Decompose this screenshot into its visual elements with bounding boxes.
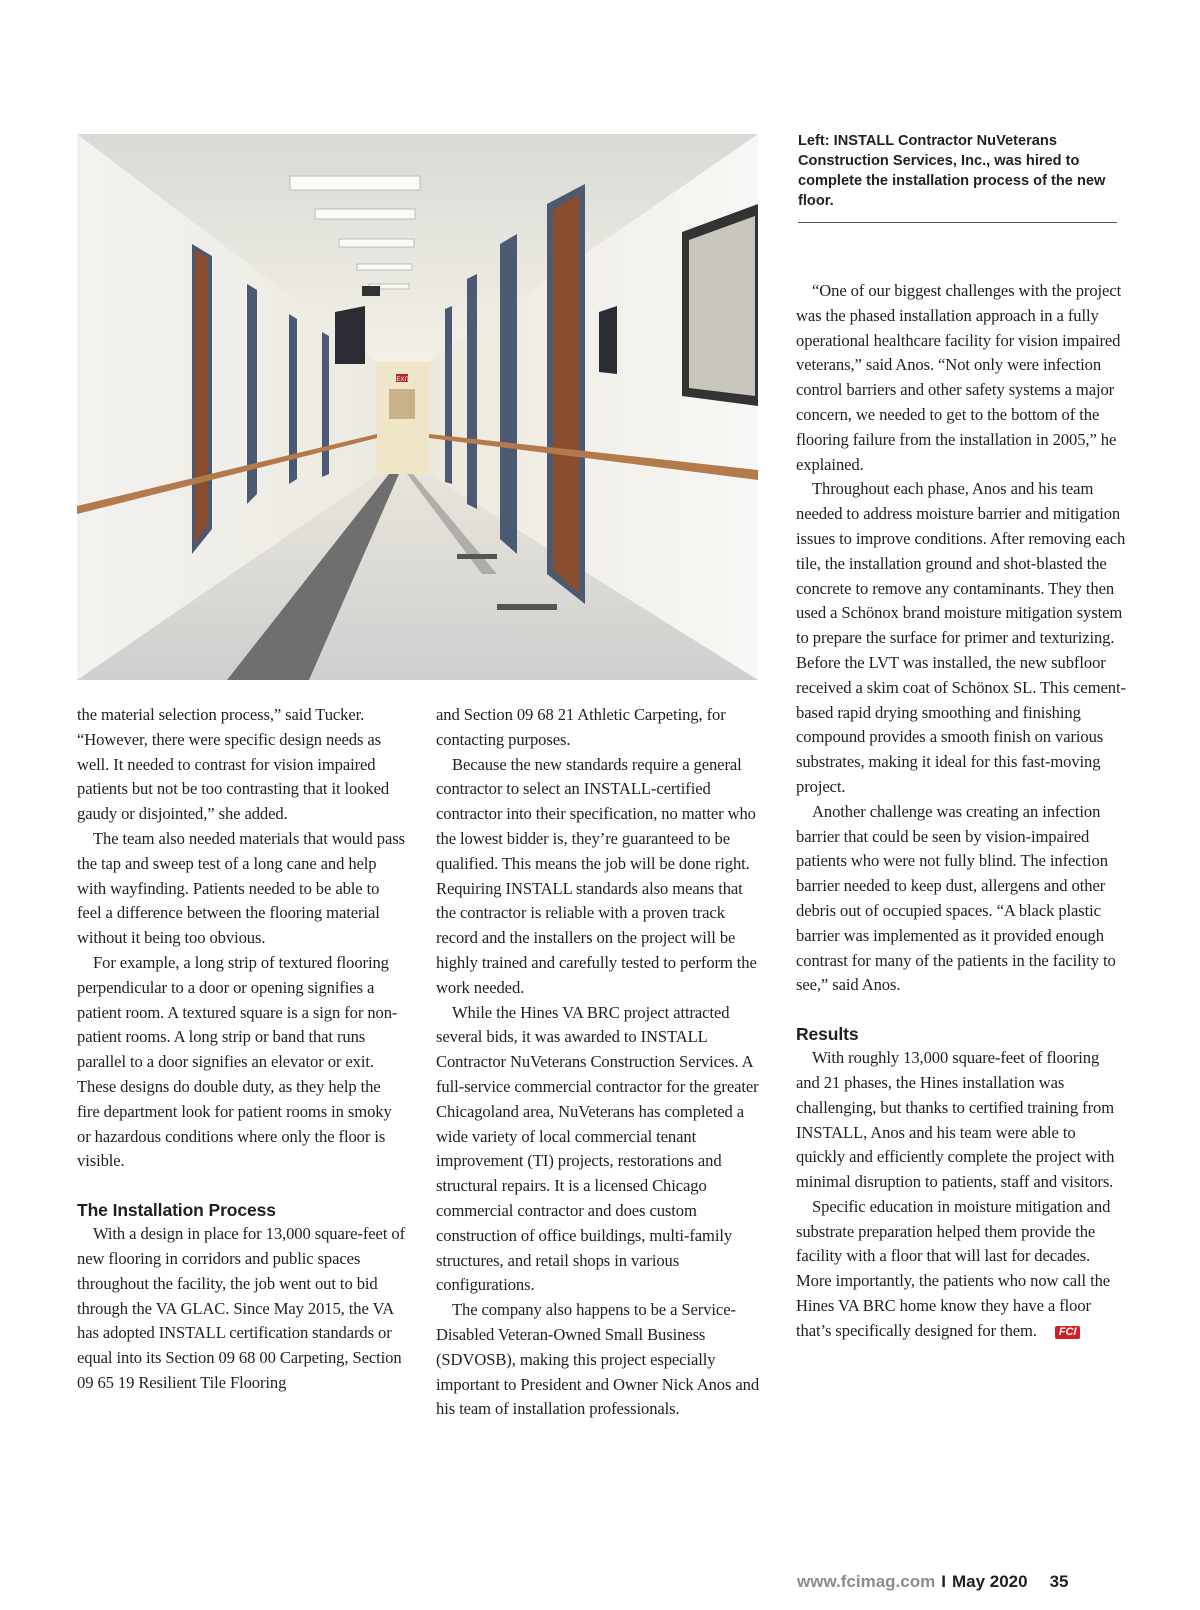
section-heading-results: Results — [796, 1024, 859, 1045]
footer-separator: I — [941, 1572, 946, 1591]
column-3 — [796, 279, 1126, 1344]
col2-paragraph-1: and Section 09 68 21 Athletic Carpeting, for contacting purposes. — [436, 705, 726, 749]
page-footer — [797, 1572, 1117, 1598]
col3-paragraph-4: With roughly 13,000 square-feet of flooring and 21 phases, the Hines installation was challenging, but thanks to certified training from INSTALL, Anos and his team were able to quickly and efficiently complete the project with minimal disruption to patients, staff and visitors. — [796, 1048, 1115, 1192]
col1-paragraph-1: the material selection process,” said Tucker. “However, there were specific design needs as well. It needed to contrast for vision impaired patients but not be too contrasting that it looked gaudy or disjointed,” she added. — [77, 705, 390, 824]
col2-paragraph-4: The company also happens to be a Service-Disabled Veteran-Owned Small Business (SDVOSB), making this project especially important to President and Owner Nick Anos and his team of installation professionals. — [436, 1300, 760, 1419]
col1-paragraph-3: For example, a long strip of textured flooring perpendicular to a door or opening signifies a patient room. A textured square is a sign for non-patient rooms. A long strip or band that runs parallel to a door signifies an elevator or exit. These designs do double duty, as they help the fire department look for patient rooms in smoky or hazardous conditions where only the floor is visible. — [77, 952, 398, 1171]
col3-paragraph-1: “One of our biggest challenges with the project was the phased installation approach in a fully operational healthcare facility for vision impaired veterans,” said Anos. “Not only were infection control barriers and other safety systems a major concern, we needed to get to the bottom of the flooring failure from the installation in 2005,” he explained. — [796, 281, 1122, 474]
footer-url: www.fcimag.com — [797, 1572, 936, 1591]
col1-paragraph-4: With a design in place for 13,000 square-feet of new flooring in corridors and public spaces throughout the facility, the job went out to bid through the VA GLAC. Since May 2015, the VA has adopted INSTALL certification standards or equal into its Section 09 68 00 Carpeting, Section 09 65 19 Resilient Tile Flooring — [77, 1224, 406, 1392]
footer-date: May 2020 — [951, 1572, 1028, 1591]
fci-end-mark-icon: FCI — [1055, 1326, 1080, 1339]
col3-paragraph-5 — [796, 1195, 1126, 1344]
section-heading-installation-process: The Installation Process — [77, 1200, 276, 1221]
hallway-photo — [77, 134, 758, 680]
photo-caption: Left: INSTALL Contractor NuVeterans Construction Services, Inc., was hired to complete the installation process of the new floor. — [798, 133, 1106, 209]
column-2 — [436, 703, 766, 1422]
exit-sign-text: EXIT — [396, 377, 410, 383]
caption-divider — [798, 222, 1117, 223]
col3-paragraph-3: Another challenge was creating an infection barrier that could be seen by vision-impaired patients who were not fully blind. The infection barrier needed to keep dust, allergens and other debris out of occupied spaces. “A black plastic barrier was implemented as it provided enough contrast for many of the patients in the facility to see,” said Anos. — [796, 801, 1116, 995]
col2-paragraph-3: While the Hines VA BRC project attracted several bids, it was awarded to INSTALL Contractor NuVeterans Construction Services. A full-service commercial contractor for the greater Chicagoland area, NuVeterans has completed a wide variety of local commercial tenant improvement (TI) projects, restorations and structural repairs. It is a licensed Chicago commercial contractor and does custom construction of office buildings, multi-family structures, and retail shops in various configurations. — [436, 1002, 759, 1295]
hallway-illustration — [77, 134, 758, 680]
col3-paragraph-2: Throughout each phase, Anos and his team needed to address moisture barrier and mitigation issues to improve conditions. After removing each tile, the installation ground and shot-blasted the concrete to remove any contaminants. They then used a Schönox brand moisture mitigation system to prepare the surface for primer and texturizing. Before the LVT was installed, the new subfloor received a skim coat of Schönox SL. This cement-based rapid drying smoothing and finishing compound provides a smooth finish on various substrates, making it ideal for this fast-moving project. — [796, 479, 1126, 796]
col3-paragraph-5-text: Specific education in moisture mitigation and substrate preparation helped them provide the facility with a floor that will last for decades. More importantly, the patients who now call the Hines VA BRC home know they have a floor that’s specifically designed for them. — [796, 1196, 1111, 1340]
col1-paragraph-2: The team also needed materials that would pass the tap and sweep test of a long cane and help with wayfinding. Patients needed to be able to feel a difference between the flooring material without it being too obvious. — [77, 828, 405, 948]
page-number: 35 — [1049, 1572, 1069, 1591]
column-1 — [77, 703, 407, 1396]
col2-paragraph-2: Because the new standards require a general contractor to select an INSTALL-certified contractor into their specification, no matter who the lowest bidder is, they’re guaranteed to be qualified. This means the job will be done right. Requiring INSTALL standards also means that the contractor is reliable with a proven track record and the installers on the project will be highly trained and carefully tested to perform the work needed. — [436, 754, 757, 997]
